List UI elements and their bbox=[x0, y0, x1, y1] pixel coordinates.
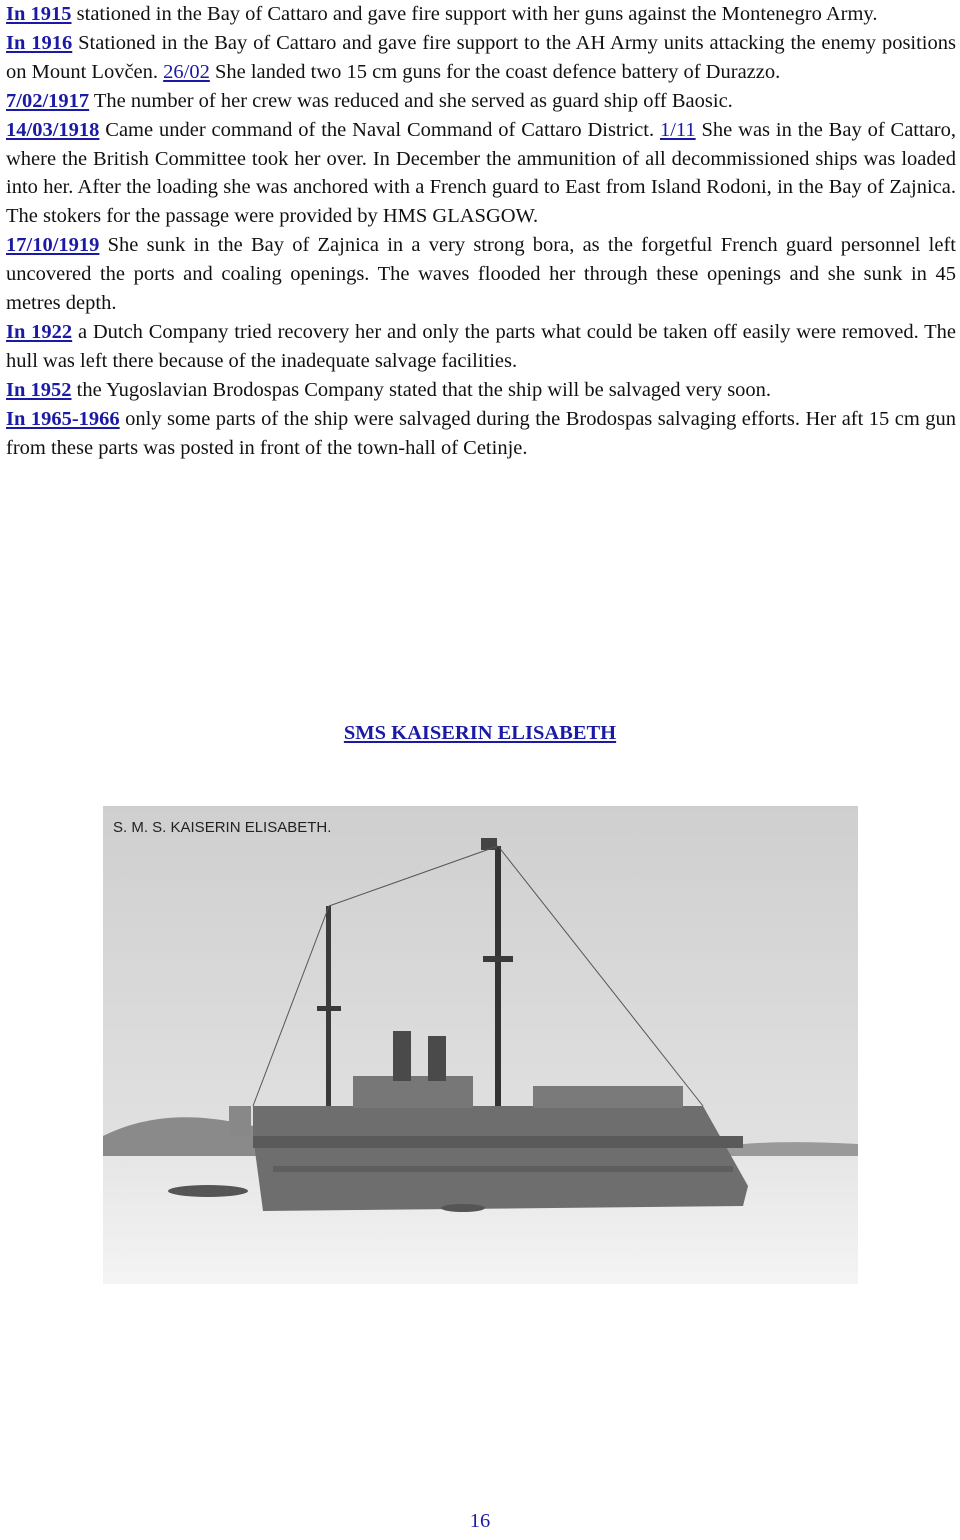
text-1915: stationed in the Bay of Cattaro and gave fire support with her guns against the Montenegro Army. bbox=[71, 3, 878, 25]
paragraph-1918 bbox=[6, 116, 956, 232]
link-14-03-1918[interactable]: 14/03/1918 bbox=[6, 118, 100, 141]
ship-photo-illustration bbox=[103, 806, 858, 1284]
text-1916: Stationed in the Bay of Cattaro and gave fire support to the AH Army units attacking the enemy positions on Mount Lovčen. bbox=[6, 31, 956, 83]
link-1952[interactable]: In 1952 bbox=[6, 378, 72, 401]
paragraph-1952 bbox=[6, 376, 956, 405]
photo-caption: S. M. S. KAISERIN ELISABETH. bbox=[113, 819, 332, 836]
link-26-02[interactable]: 26/02 bbox=[163, 60, 210, 83]
paragraph-1915 bbox=[6, 0, 956, 29]
text-1952: the Yugoslavian Brodospas Company stated that the ship will be salvaged very soon. bbox=[71, 378, 772, 401]
text-1918: Came under command of the Naval Command of Cattaro District. bbox=[99, 118, 660, 141]
section-title[interactable]: SMS KAISERIN ELISABETH bbox=[343, 722, 617, 744]
ship-photo bbox=[103, 806, 858, 1284]
paragraph-1922 bbox=[6, 318, 956, 376]
text-26-02: She landed two 15 cm guns for the coast defence battery of Durazzo. bbox=[209, 60, 781, 83]
paragraph-1965 bbox=[6, 405, 956, 463]
page-number: 16 bbox=[469, 1510, 491, 1532]
text-1965: only some parts of the ship were salvaged during the Brodospas salvaging efforts. Her aft 15 cm gun from these parts was posted in front of the town-hall of Cetinje. bbox=[6, 407, 956, 459]
link-7-02-1917[interactable]: 7/02/1917 bbox=[6, 89, 90, 112]
paragraph-1917 bbox=[6, 87, 956, 116]
history-text bbox=[6, 0, 956, 463]
paragraph-1916 bbox=[6, 29, 956, 87]
link-1-11[interactable]: 1/11 bbox=[659, 118, 696, 141]
link-17-10-1919[interactable]: 17/10/1919 bbox=[6, 234, 100, 257]
text-1917: The number of her crew was reduced and she served as guard ship off Baosic. bbox=[89, 89, 733, 112]
text-1-11: She was in the Bay of Cattaro, where the British Committee took her over. In December the ammunition of all decommissioned ships was loaded into her. After the loading she was anchored with a French guard to East from Island Rodoni, in the Bay of Zajnica. The stokers for the passage were provided by HMS GLASGOW. bbox=[6, 118, 956, 228]
text-1922: a Dutch Company tried recovery her and only the parts what could be taken off easily were removed. The hull was left there because of the inadequate salvage facilities. bbox=[6, 320, 956, 372]
text-1919: She sunk in the Bay of Zajnica in a very strong bora, as the forgetful French guard personnel left uncovered the ports and coaling openings. The waves flooded her through these openings and she sunk in 45 metres depth. bbox=[6, 234, 956, 315]
link-1916[interactable]: In 1916 bbox=[6, 31, 73, 54]
link-1922[interactable]: In 1922 bbox=[6, 320, 73, 343]
link-1915[interactable]: In 1915 bbox=[6, 3, 72, 25]
link-1965-1966[interactable]: In 1965-1966 bbox=[6, 407, 120, 430]
paragraph-1919 bbox=[6, 231, 956, 318]
